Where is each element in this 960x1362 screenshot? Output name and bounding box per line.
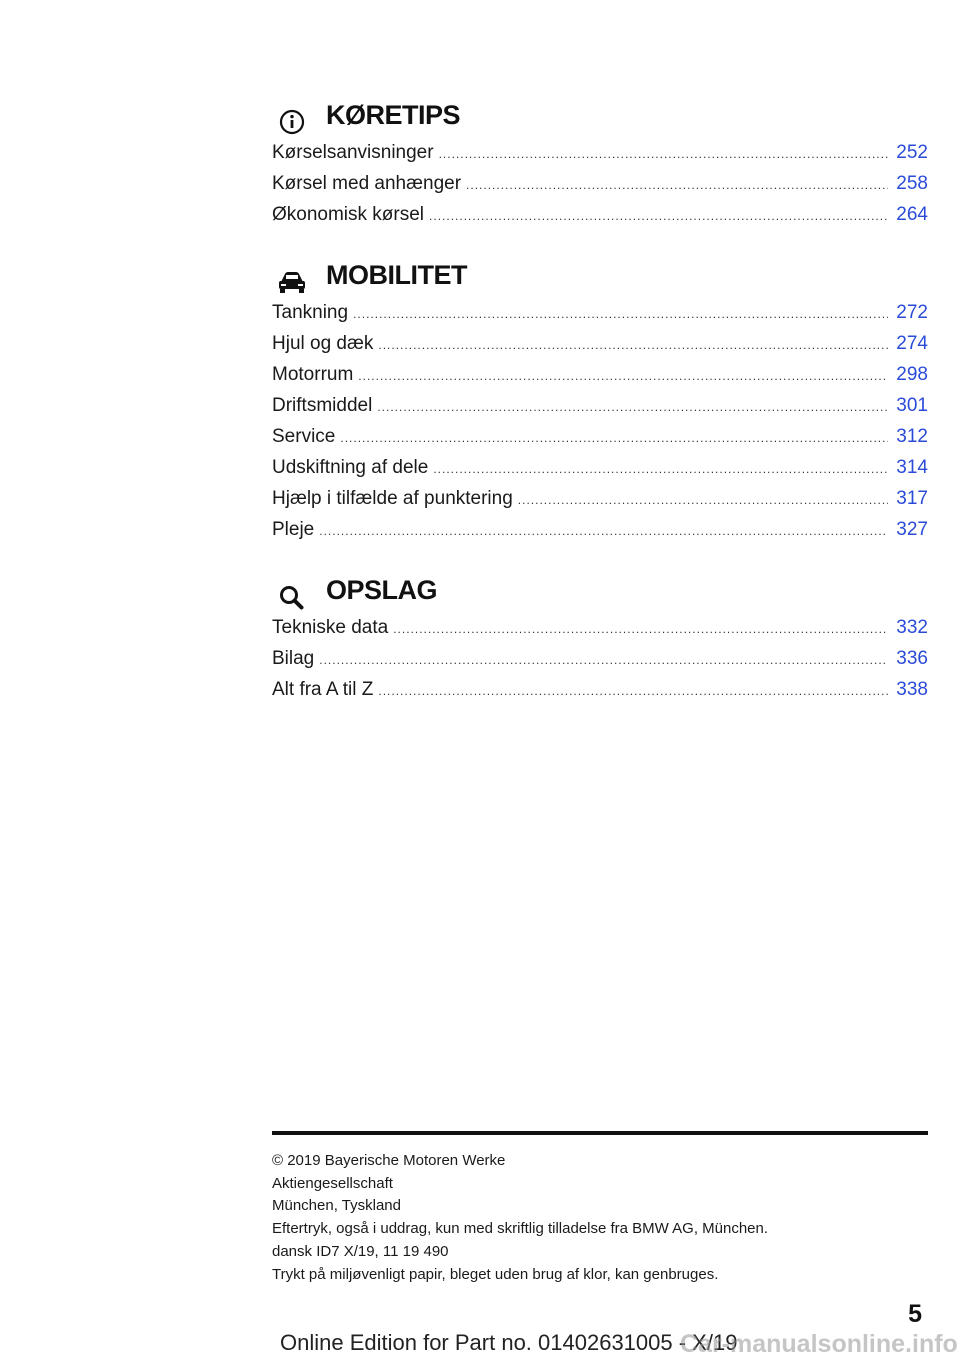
section-koeretips [272,100,928,235]
toc-entry[interactable] [272,395,928,426]
section-title: KØRETIPS [326,100,461,130]
toc-leader [393,622,888,636]
section-header [272,260,928,300]
footer-edition: Online Edition for Part no. 01402631005 - X/19 [280,1330,738,1355]
toc-list [272,142,928,235]
toc-page-link[interactable]: 327 [896,519,928,540]
section-title: OPSLAG [326,575,438,605]
section-header [272,575,928,615]
toc-label: Motorrum [272,364,354,385]
toc-page-link[interactable]: 252 [896,142,928,163]
toc-leader [319,653,888,667]
toc-leader [340,431,888,445]
toc-entry[interactable] [272,426,928,457]
imprint-line: dansk ID7 X/19, 11 19 490 [272,1242,449,1260]
info-icon [276,108,308,136]
toc-page-link[interactable]: 338 [896,679,928,700]
toc-label: Hjul og dæk [272,333,374,354]
imprint-divider [272,1131,928,1135]
toc-page-link[interactable]: 336 [896,648,928,669]
watermark: Car-manualsonline.info [680,1330,958,1358]
toc-entry[interactable] [272,364,928,395]
toc-label: Service [272,426,336,447]
toc-page-link[interactable]: 312 [896,426,928,447]
imprint-block [272,1150,768,1286]
toc-leader [439,147,889,161]
imprint-line: © 2019 Bayerische Motoren Werke [272,1152,506,1169]
toc-page-link[interactable]: 258 [896,173,928,194]
imprint-line: Trykt på miljøvenligt papir, bleget uden brug af klor, kan genbruges. [272,1265,719,1283]
toc-entry[interactable] [272,648,928,679]
toc-entry[interactable] [272,142,928,173]
toc-entry[interactable] [272,679,928,710]
imprint-line: Aktiengesellschaft [272,1174,393,1192]
toc-label: Kørselsanvisninger [272,142,434,163]
toc-label: Økonomisk kørsel [272,204,425,225]
toc-label: Kørsel med anhænger [272,173,462,194]
toc-page-link[interactable]: 298 [896,364,928,385]
toc-label: Bilag [272,648,315,669]
toc-entry[interactable] [272,333,928,364]
toc-leader [518,493,889,507]
imprint-line: München, Tyskland [272,1197,401,1215]
toc-label: Hjælp i tilfælde af punktering [272,488,513,509]
toc-label: Udskiftning af dele [272,457,429,478]
toc-entry[interactable] [272,204,928,235]
section-header [272,100,928,140]
toc-leader [378,338,888,352]
imprint-line: Eftertryk, også i uddrag, kun med skriftlig tilladelse fra BMW AG, München. [272,1220,769,1238]
toc-leader [377,400,888,414]
car-icon [276,268,308,296]
section-title: MOBILITET [326,260,467,290]
toc-entry[interactable] [272,617,928,648]
toc-leader [466,178,888,192]
toc-leader [319,524,888,538]
toc-entry[interactable] [272,302,928,333]
toc-leader [433,462,888,476]
toc-leader [353,307,888,321]
magnifier-icon [276,583,308,611]
toc-label: Tekniske data [272,617,389,638]
toc-page-link[interactable]: 332 [896,617,928,638]
toc-page-link[interactable]: 317 [896,488,928,509]
toc-leader [358,369,888,383]
toc-leader [429,209,888,223]
toc-label: Tankning [272,302,349,323]
toc-entry[interactable] [272,488,928,519]
toc-page-link[interactable]: 301 [896,395,928,416]
toc-list [272,617,928,710]
toc-page-link[interactable]: 314 [896,457,928,478]
toc-entry[interactable] [272,519,928,550]
toc-list [272,302,928,550]
toc-page-link[interactable]: 272 [896,302,928,323]
page-number: 5 [908,1300,922,1328]
toc-leader [378,684,888,698]
section-opslag [272,575,928,710]
toc-page-link[interactable]: 274 [896,333,928,354]
toc-entry[interactable] [272,173,928,204]
toc-label: Pleje [272,519,315,540]
toc-label: Alt fra A til Z [272,679,374,700]
toc-entry[interactable] [272,457,928,488]
toc-label: Driftsmiddel [272,395,373,416]
toc-page-link[interactable]: 264 [896,204,928,225]
section-mobilitet [272,260,928,550]
